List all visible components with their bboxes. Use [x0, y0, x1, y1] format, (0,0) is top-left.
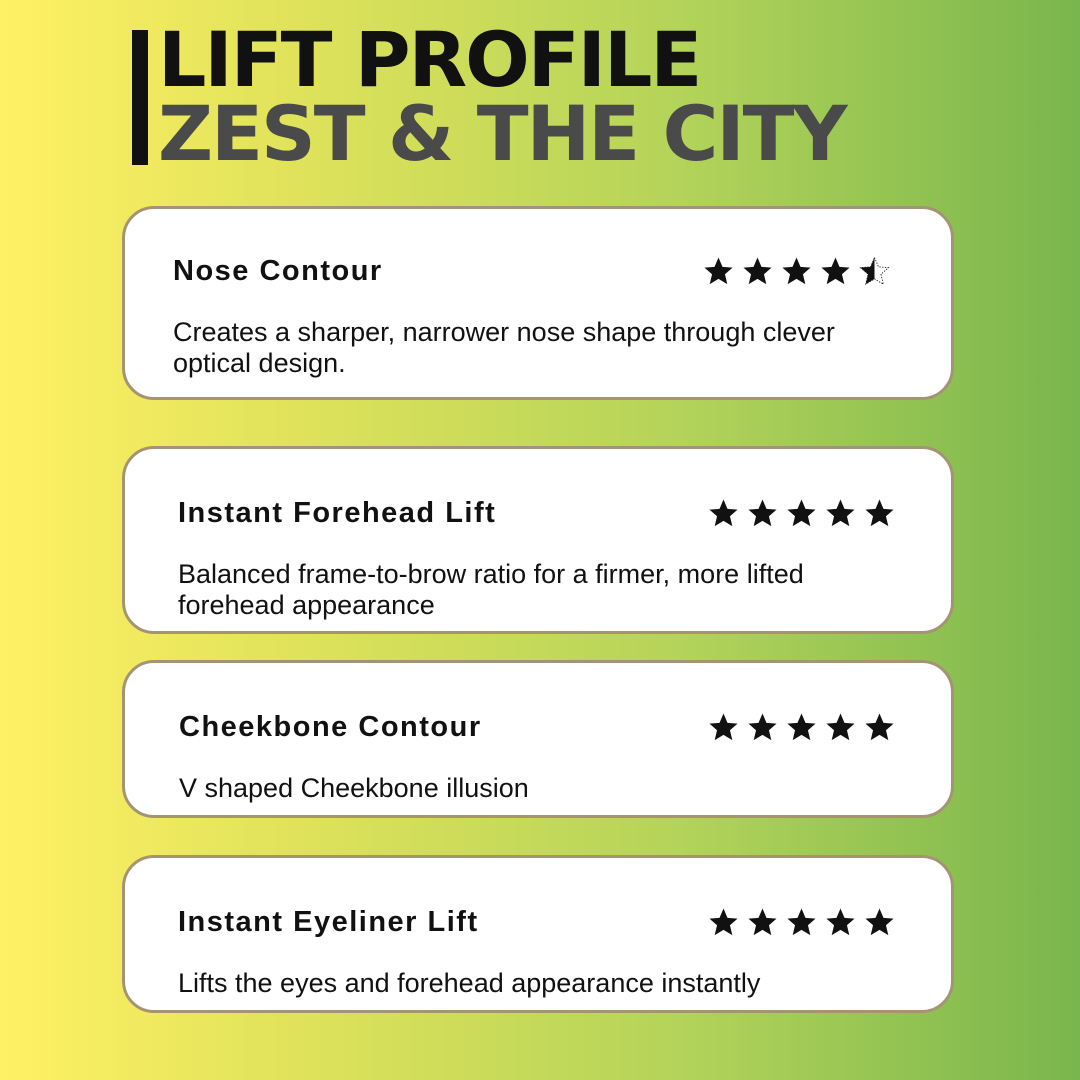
star-full-icon [780, 255, 813, 288]
card-title: Nose Contour [173, 255, 383, 287]
card-title: Instant Forehead Lift [178, 497, 497, 529]
star-rating [707, 711, 896, 744]
feature-card-nose-contour [122, 206, 954, 400]
star-full-icon [746, 497, 779, 530]
star-full-icon [863, 711, 896, 744]
card-description: V shaped Cheekbone illusion [179, 773, 529, 803]
star-full-icon [824, 711, 857, 744]
star-rating [702, 255, 891, 288]
star-full-icon [746, 711, 779, 744]
star-half-icon [858, 255, 891, 288]
star-full-icon [785, 711, 818, 744]
feature-card-cheekbone-contour [122, 660, 954, 818]
star-full-icon [863, 497, 896, 530]
star-full-icon [819, 255, 852, 288]
feature-card-instant-eyeliner-lift [122, 855, 954, 1013]
page-subtitle: ZEST & THE CITY [158, 89, 846, 178]
star-full-icon [785, 906, 818, 939]
star-full-icon [741, 255, 774, 288]
card-title: Cheekbone Contour [179, 711, 482, 743]
title-accent-bar [132, 30, 148, 165]
star-full-icon [707, 497, 740, 530]
star-full-icon [746, 906, 779, 939]
star-full-icon [707, 711, 740, 744]
feature-card-instant-forehead-lift [122, 446, 954, 634]
star-rating [707, 497, 896, 530]
page-title: LIFT PROFILE [158, 15, 701, 104]
star-rating [707, 906, 896, 939]
card-description: Lifts the eyes and forehead appearance instantly [178, 968, 761, 998]
card-description: Balanced frame-to-brow ratio for a firmer, more lifted forehead appearance [178, 559, 804, 620]
star-full-icon [824, 906, 857, 939]
card-description: Creates a sharper, narrower nose shape through clever optical design. [173, 317, 835, 378]
star-full-icon [824, 497, 857, 530]
card-title: Instant Eyeliner Lift [178, 906, 479, 938]
star-full-icon [702, 255, 735, 288]
star-full-icon [785, 497, 818, 530]
star-full-icon [863, 906, 896, 939]
star-full-icon [707, 906, 740, 939]
